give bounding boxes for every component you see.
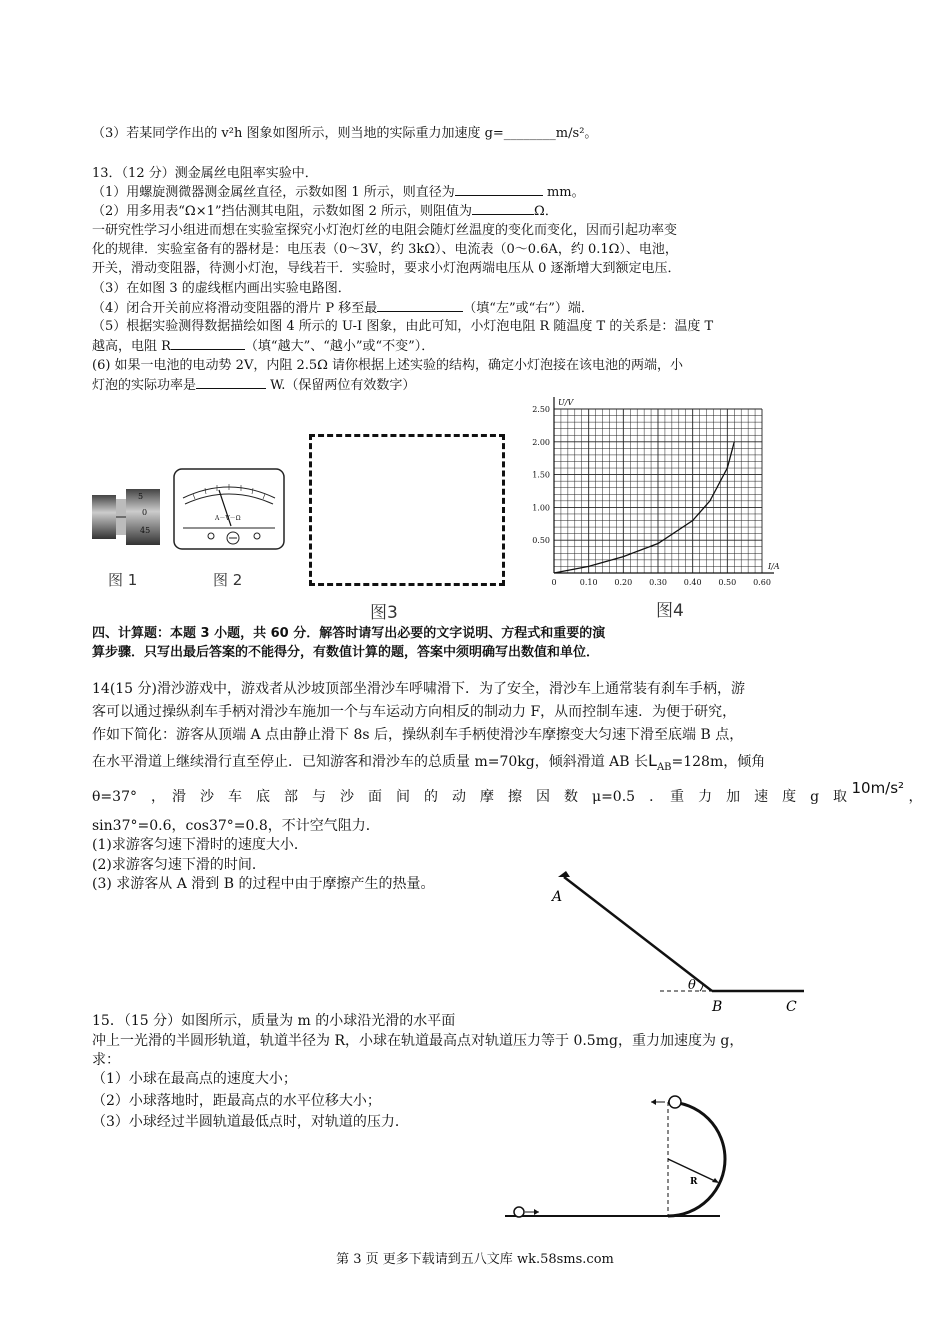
q13-part5-line2: 越高，电阻 R （填“越大”、“越小”或“不变”）． <box>92 339 435 354</box>
q14-question3: (3) 求游客从 A 滑到 B 的过程中由于摩擦产生的热量。 <box>92 876 435 892</box>
q15-question1: （1）小球在最高点的速度大小； <box>92 1071 297 1087</box>
fig2-caption: 图 2 <box>213 571 243 589</box>
q14-line2: 客可以通过操纵刹车手柄对滑沙车施加一个与车运动方向相反的制动力 F，从而控制车速．为便于研究， <box>92 704 737 720</box>
label-b: B <box>712 999 723 1015</box>
label-r: R <box>690 1177 698 1187</box>
q14-line4: 在水平滑道上继续滑行直至停止．已知游客和滑沙车的总质量 m=70kg，倾斜滑道 AB 长$L_{AB}=128m$，倾角 <box>92 751 766 773</box>
y-tick-label: 0.50 <box>532 536 550 546</box>
x-tick-label: 0.40 <box>683 578 702 587</box>
q13-part6-line1: (6) 如果一电池的电动势 2V，内阻 2.5Ω 请你根据上述实验的结构，确定小灯泡接在该电池的两端，小 <box>92 358 684 373</box>
q13-intro-line1: 一研究性学习小组进而想在实验室探究小灯泡灯丝的电阻会随灯丝温度的变化而变化，因而引起功率变 <box>92 223 678 238</box>
micrometer-tick-5: 5 <box>138 492 144 501</box>
q14-line6: sin37°=0.6，cos37°=0.8，不计空气阻力． <box>92 818 380 834</box>
q13-title: 13．（12 分）测金属丝电阻率实验中． <box>92 166 318 181</box>
q14-question2: (2)求游客匀速下滑的时间． <box>92 857 266 873</box>
label-a: A <box>552 889 563 905</box>
x-tick-label: 0.60 <box>753 578 771 587</box>
label-theta: θ <box>688 978 696 993</box>
q15-line3: 求： <box>92 1052 120 1068</box>
q13-part6-line2: 灯泡的实际功率是 W.（保留两位有效数字） <box>92 378 416 393</box>
y-tick-label: 1.50 <box>532 470 550 480</box>
q13-part5-line1: （5）根据实验测得数据描绘如图 4 所示的 U-I 图象，由此可知，小灯泡电阻 R 随温度 T 的关系是：温度 T <box>92 319 714 334</box>
q15-question2: （2）小球落地时，距最高点的水平位移大小； <box>92 1093 381 1109</box>
page-footer: 第 3 页 更多下载请到五八文库 wk.58sms.com <box>336 1252 614 1267</box>
q15-question3: （3）小球经过半圆轨道最低点时，对轨道的压力． <box>92 1114 409 1130</box>
x-tick-label: 0 <box>551 578 557 587</box>
y-axis-label: U/V <box>558 398 574 407</box>
q13-part3: （3）在如图 3 的虚线框内画出实验电路图． <box>92 281 351 296</box>
x-tick-label: 0.30 <box>649 578 667 587</box>
meter-label: A－V－Ω <box>215 515 241 522</box>
y-tick-label: 1.00 <box>532 503 550 513</box>
q13-part2: （2）用多用表“Ω×1”挡估测其电阻，示数如图 2 所示，则阻值为 Ω． <box>92 204 558 219</box>
q13-intro-line3: 开关，滑动变阻器，待测小灯泡，导线若干．实验时，要求小灯泡两端电压从 0 逐渐增大到额定电压． <box>92 261 681 276</box>
multimeter-figure <box>173 468 285 550</box>
q13-part1: （1）用螺旋测微器测金属丝直径，示数如图 1 所示，则直径为 mm。 <box>92 185 585 200</box>
micrometer-tick-0: 0 <box>142 508 148 517</box>
fig1-caption: 图 1 <box>108 571 138 589</box>
circuit-diagram-box <box>309 434 505 586</box>
micrometer-figure <box>92 485 162 550</box>
section4-heading-line2: 算步骤．只写出最后答案的不能得分，有数值计算的题，答案中须明确写出数值和单位． <box>92 645 600 660</box>
x-tick-label: 0.20 <box>614 578 633 587</box>
label-c: C <box>786 999 797 1015</box>
ui-chart <box>520 395 780 590</box>
fig3-caption: 图3 <box>370 603 398 623</box>
x-tick-label: 0.50 <box>718 578 737 587</box>
q14-line3: 作如下简化：游客从顶端 A 点由静止滑下 8s 后，操纵刹车手柄使滑沙车摩擦变大匀速下滑至底端 B 点， <box>92 727 744 743</box>
semicircle-track-diagram <box>505 1088 765 1228</box>
sand-slope-diagram <box>540 865 820 1015</box>
q12-part3: （3）若某同学作出的 v²h 图象如图所示，则当地的实际重力加速度 g=________m/s²。 <box>92 126 598 141</box>
q15-line1: 15．（15 分）如图所示，质量为 m 的小球沿光滑的水平面 <box>92 1013 456 1029</box>
q13-intro-line2: 化的规律．实验室备有的器材是：电压表（0～3V，约 3kΩ）、电流表（0～0.6A，约 0.1Ω）、电池， <box>92 242 678 257</box>
x-axis-label: I/A <box>768 562 780 571</box>
q14-question1: (1)求游客匀速下滑时的速度大小． <box>92 837 308 853</box>
y-tick-label: 2.50 <box>532 405 550 414</box>
section4-heading-line1: 四、计算题：本题 3 小题，共 60 分．解答时请写出必要的文字说明、方程式和重要的演 <box>92 626 606 641</box>
q14-line1: 14(15 分)滑沙游戏中，游戏者从沙坡顶部坐滑沙车呼啸滑下．为了安全，滑沙车上通常装有刹车手柄，游 <box>92 681 746 697</box>
micrometer-tick-45: 45 <box>140 526 151 535</box>
y-tick-label: 2.00 <box>532 437 550 447</box>
fig4-caption: 图4 <box>656 601 684 621</box>
q15-line2: 冲上一光滑的半圆形轨道，轨道半径为 R，小球在轨道最高点对轨道压力等于 0.5mg，重力加速度为 g， <box>92 1033 744 1049</box>
q14-line5: θ=37° ， 滑 沙 车 底 部 与 沙 面 间 的 动 摩 擦 因 数 μ=0.5 ． 重 力 加 速 度 g 取 10m/s² ， <box>92 779 923 805</box>
q13-part4: （4）闭合开关前应将滑动变阻器的滑片 P 移至最 （填“左”或“右”）端． <box>92 301 594 316</box>
x-tick-label: 0.10 <box>579 578 598 587</box>
